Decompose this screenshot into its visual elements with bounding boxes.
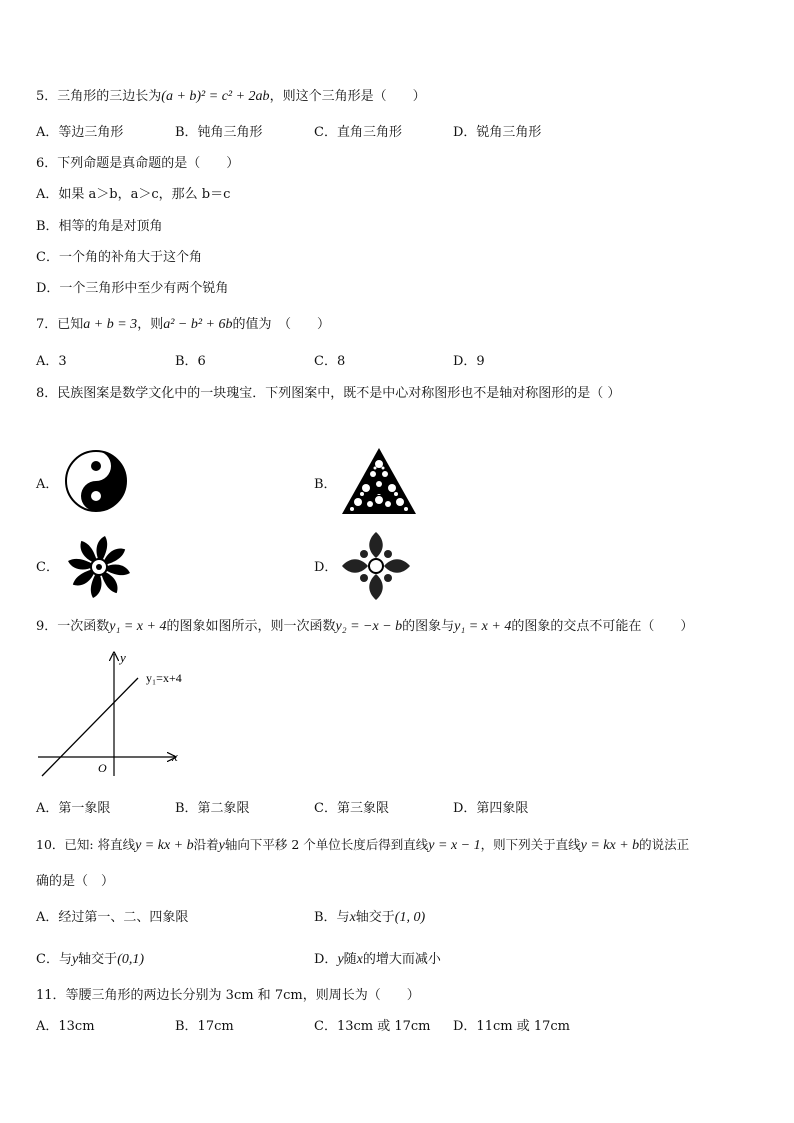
q6-option-b: B．相等的角是对顶角 — [36, 219, 163, 234]
q10-text-5: 的说法正 — [639, 837, 690, 852]
triangle-pattern-figure — [340, 446, 418, 516]
q6-stem: 6．下列命题是真命题的是（ ） — [36, 156, 240, 171]
q10-option-c-mid: 轴交于 — [78, 952, 118, 967]
q10-option-d-var-y: y — [337, 952, 344, 967]
q9-stem — [36, 618, 693, 636]
pinwheel-flower-figure — [64, 532, 134, 602]
q10-option-d-prefix: D． — [314, 952, 338, 967]
q11-option-d: D．11cm 或 17cm — [453, 1019, 570, 1034]
function-line — [42, 678, 138, 776]
q9-formula-3: y₁ = x + 4 — [454, 619, 512, 634]
q7-text-mid: ，则 — [137, 317, 164, 332]
q9-option-a: A．第一象限 — [36, 801, 111, 816]
q9-formula-1: y₁ = x + 4 — [109, 619, 167, 634]
q10-text-1: 10．已知: 将直线 — [36, 837, 136, 852]
q11-stem: 11．等腰三角形的两边长分别为 3cm 和 7cm，则周长为（ ） — [36, 988, 420, 1003]
q10-option-d-mid: 随 — [343, 952, 357, 967]
q10-option-b-var: x — [349, 910, 356, 925]
q10-option-b-point: (1, 0) — [394, 910, 426, 925]
q11-option-a: A．13cm — [36, 1019, 95, 1034]
q9-text-1: 9．一次函数 — [36, 619, 110, 634]
q5-text-pre: 5．三角形的三边长为 — [36, 89, 162, 104]
q8-label-c: C． — [36, 560, 59, 575]
q7-option-a: A．3 — [36, 354, 67, 369]
q11-option-b: B．17cm — [175, 1019, 234, 1034]
q10-formula-4: y = kx + b — [580, 838, 640, 853]
q9-formula-2: y₂ = −x − b — [335, 619, 403, 634]
line-label: y₁=x+4 — [146, 671, 182, 685]
q5-stem — [36, 88, 426, 106]
origin-label: O — [98, 761, 107, 775]
four-leaf-ornament-figure — [340, 530, 412, 602]
q10-option-a: A．经过第一、二、四象限 — [36, 910, 189, 925]
taiji-pattern-figure — [64, 449, 128, 513]
q5-formula: (a + b)² = c² + 2ab — [161, 89, 270, 104]
q10-option-b-prefix: B．与 — [314, 910, 350, 925]
q7-option-c: C．8 — [314, 354, 346, 369]
q6-option-c: C．一个角的补角大于这个角 — [36, 250, 202, 265]
q8-label-d: D． — [314, 560, 338, 575]
q9-text-3: 的图象与 — [402, 619, 455, 634]
q9-text-4: 的图象的交点不可能在（ ） — [511, 619, 694, 634]
y-axis-label: y — [120, 650, 126, 665]
q10-option-d-var-x: x — [356, 952, 363, 967]
q7-option-b: B．6 — [175, 354, 206, 369]
q10-option-c-prefix: C．与 — [36, 952, 72, 967]
q7-option-d: D．9 — [453, 354, 485, 369]
q7-text-post: 的值为 （ ） — [232, 317, 331, 332]
q10-text-4: ，则下列关于直线 — [480, 837, 581, 852]
q10-option-b-mid: 轴交于 — [355, 910, 395, 925]
q10-stem-line2: 确的是（ ） — [36, 874, 115, 889]
q10-option-c — [36, 951, 144, 969]
q10-formula-3: y = x − 1 — [428, 838, 481, 853]
q7-formula-1: a + b = 3 — [83, 317, 138, 332]
q9-option-c: C．第三象限 — [314, 801, 389, 816]
q5-text-post: ，则这个三角形是（ ） — [269, 89, 426, 104]
q8-label-b: B． — [314, 477, 337, 492]
q6-option-a: A．如果 a＞b，a＞c，那么 b＝c — [36, 187, 231, 202]
q11-option-c: C．13cm 或 17cm — [314, 1019, 431, 1034]
q9-function-graph — [34, 648, 194, 778]
q7-formula-2: a² − b² + 6b — [163, 317, 233, 332]
q9-text-2: 的图象如图所示，则一次函数 — [166, 619, 336, 634]
q9-option-d: D．第四象限 — [453, 801, 529, 816]
q10-option-c-var: y — [71, 952, 79, 967]
q9-option-b: B．第二象限 — [175, 801, 250, 816]
x-axis-label: x — [172, 749, 178, 764]
q10-option-c-point: (0,1) — [117, 952, 145, 967]
q10-text-3: 轴向下平移 2 个单位长度后得到直线 — [224, 837, 429, 852]
q5-option-a: A．等边三角形 — [36, 125, 124, 140]
q5-option-d: D．锐角三角形 — [453, 125, 542, 140]
q5-option-c: C．直角三角形 — [314, 125, 402, 140]
q6-option-d: D．一个三角形中至少有两个锐角 — [36, 281, 229, 296]
q10-option-d — [314, 951, 441, 969]
q10-option-d-post: 的增大而减小 — [362, 952, 441, 967]
q5-option-b: B．钝角三角形 — [175, 125, 263, 140]
q7-stem — [36, 316, 330, 334]
q7-text-pre: 7．已知 — [36, 317, 84, 332]
q10-formula-1: y = kx + b — [135, 838, 194, 853]
q10-option-b — [314, 909, 425, 927]
q10-var-y: y — [218, 838, 225, 853]
q8-stem: 8．民族图案是数学文化中的一块瑰宝．下列图案中，既不是中心对称图形也不是轴对称图形的是（ ） — [36, 386, 621, 401]
q10-stem — [36, 836, 689, 855]
q8-label-a: A． — [36, 477, 59, 492]
q10-text-2: 沿着 — [193, 837, 219, 852]
